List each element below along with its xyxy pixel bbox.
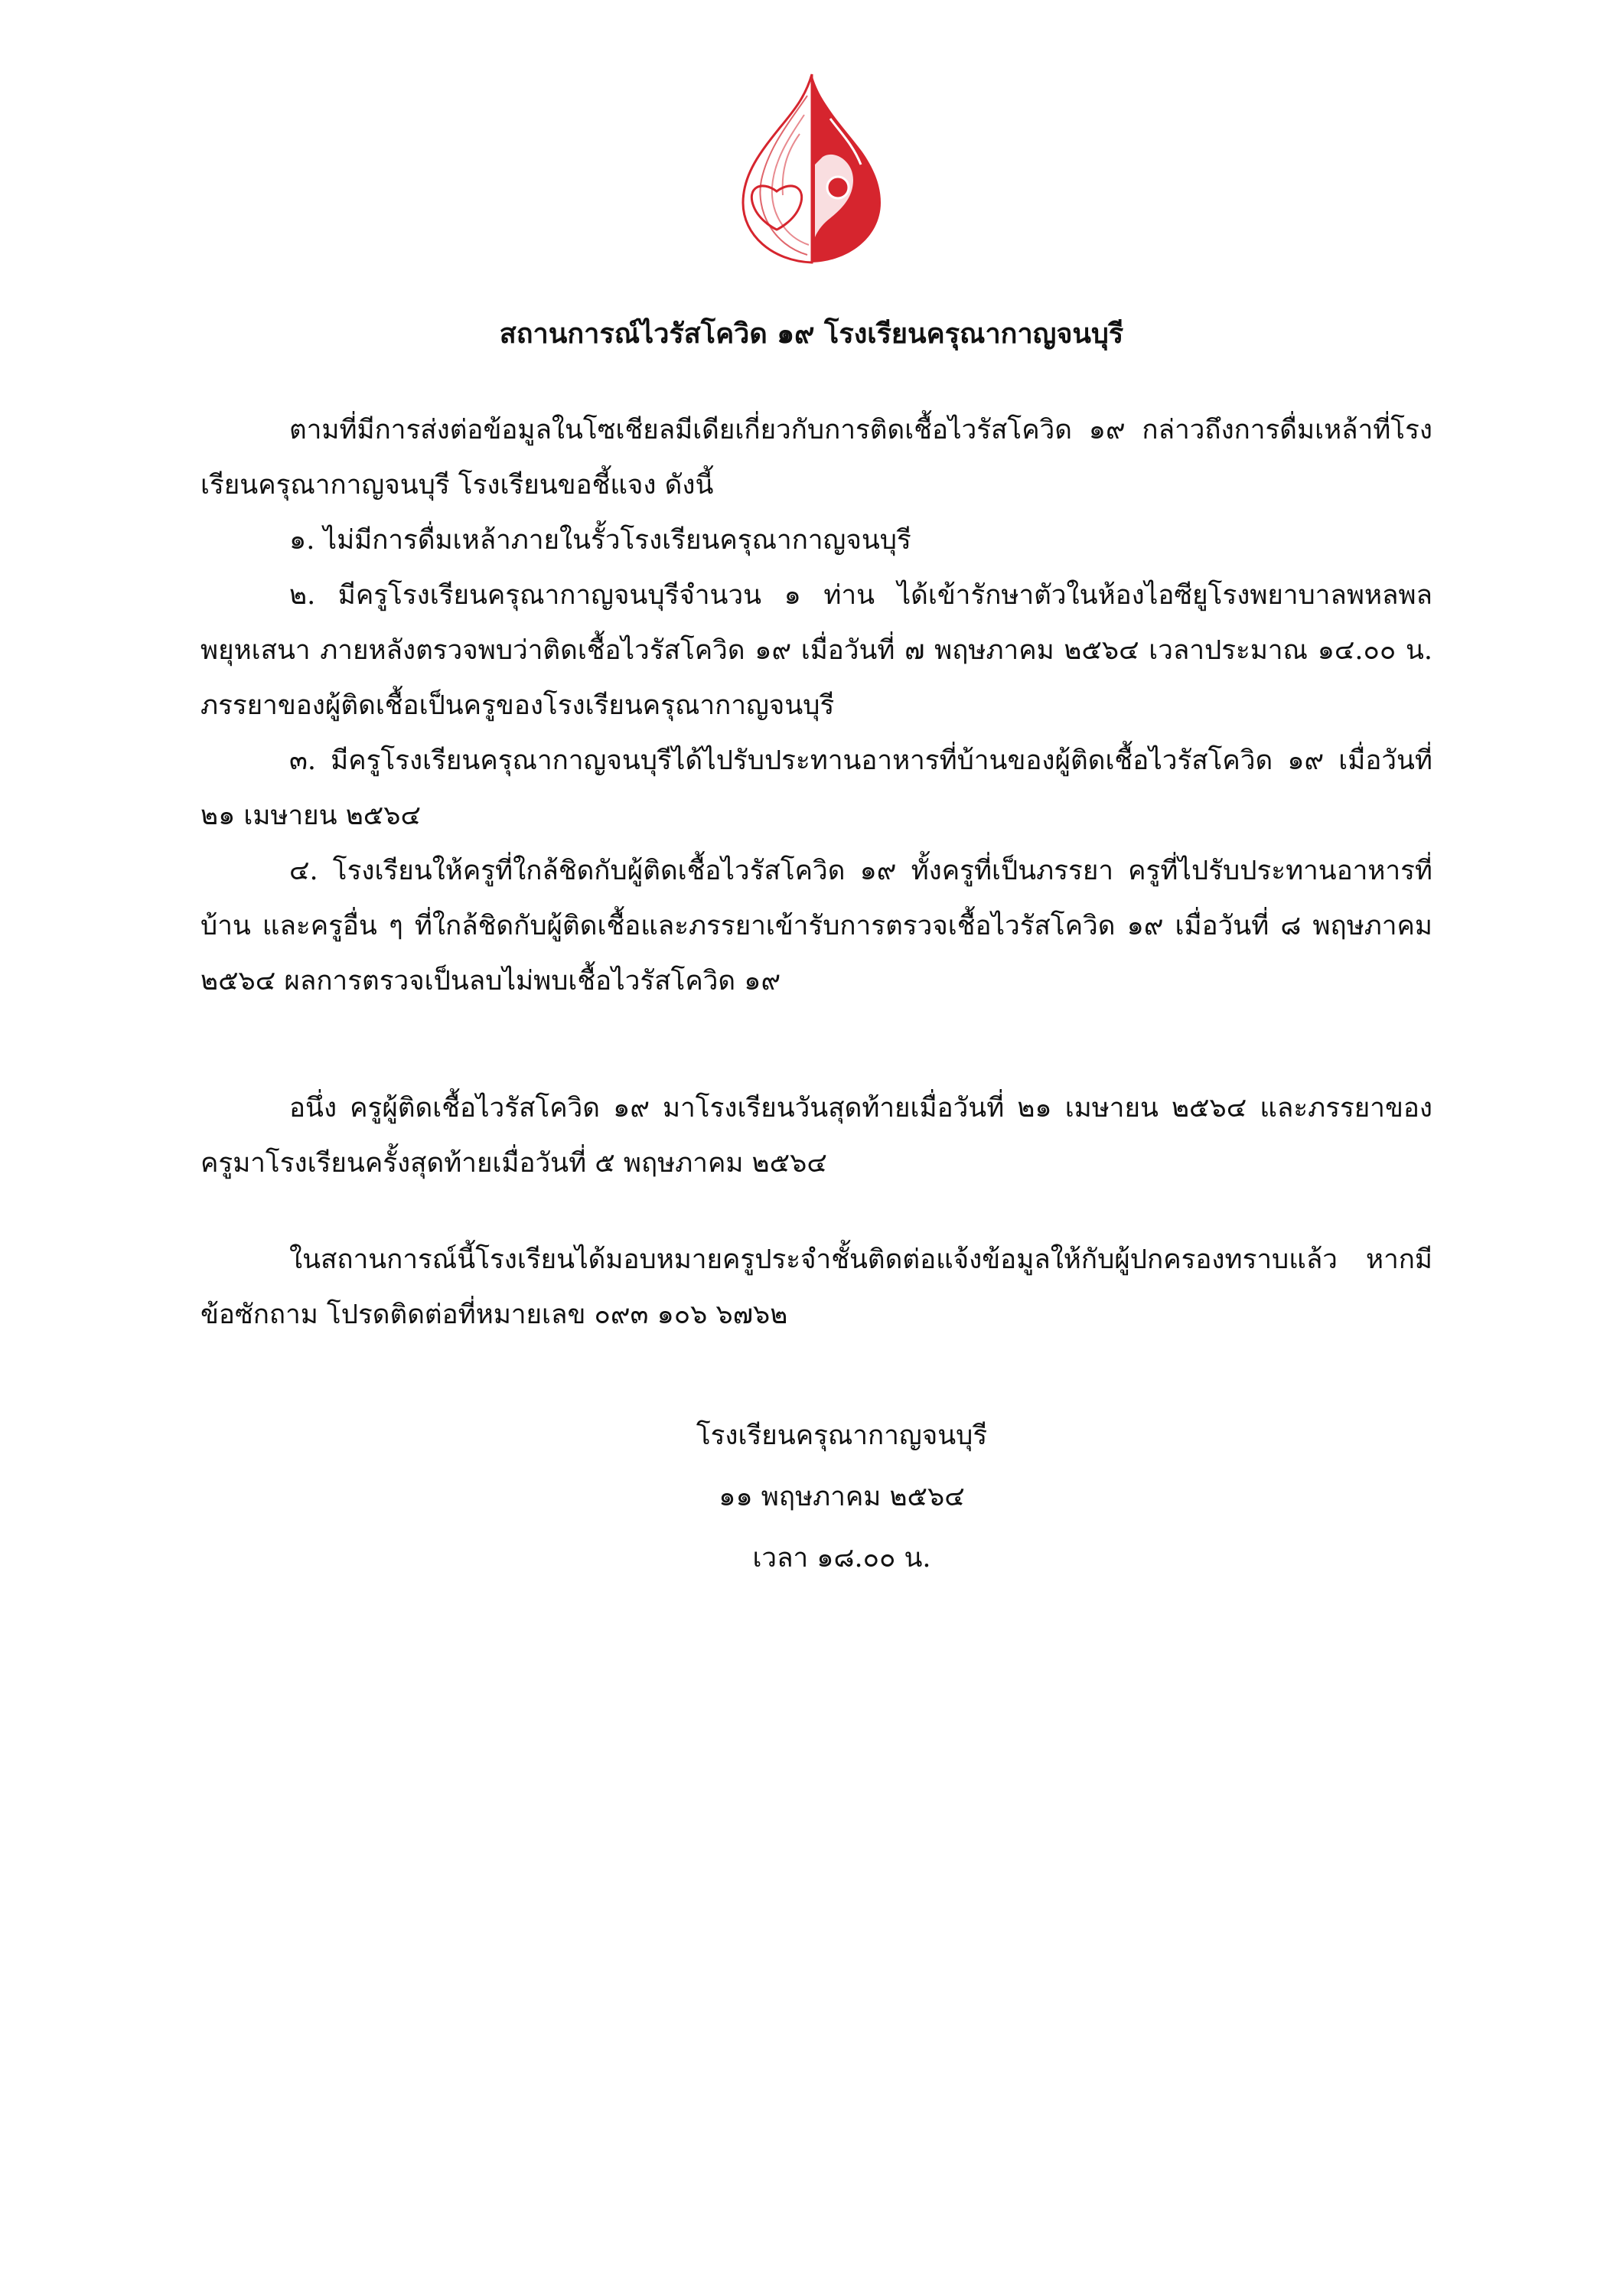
emblem-left-half <box>743 74 812 263</box>
signature-org: โรงเรียนครุณากาญจนบุรี <box>696 1420 988 1451</box>
page-title: สถานการณ์ไวรัสโควิด ๑๙ โรงเรียนครุณากาญจนบุรี <box>499 318 1124 350</box>
list-item: ๒. มีครูโรงเรียนครุณากาญจนบุรีจำนวน ๑ ท่าน ได้เข้ารักษาตัวในห้องไอซียูโรงพยาบาลพหลพลพยุหเสนา ภายหลังตรวจพบว่าติดเชื้อไวรัสโควิด ๑๙ เมื่อวันที่ ๗ พฤษภาคม ๒๕๖๔ เวลาประมาณ ๑๔.๐๐ น. ภรรยาของผู้ติดเชื้อเป็นครูของโรงเรียนครุณากาญจนบุรี <box>200 580 1432 721</box>
intro-paragraph: ตามที่มีการส่งต่อข้อมูลในโซเชียลมีเดียเกี่ยวกับการติดเชื้อไวรัสโควิด ๑๙ กล่าวถึงการดื่มเหล้าที่โรงเรียนครุณากาญจนบุรี โรงเรียนขอชี้แจง ดังนี้ <box>200 415 1432 501</box>
signature-time: เวลา ๑๘.๐๐ น. <box>752 1543 931 1574</box>
list-item: ๑. ไม่มีการดื่มเหล้าภายในรั้วโรงเรียนครุณากาญจนบุรี <box>289 525 911 556</box>
note-paragraph: อนึ่ง ครูผู้ติดเชื้อไวรัสโควิด ๑๙ มาโรงเรียนวันสุดท้ายเมื่อวันที่ ๒๑ เมษายน ๒๕๖๔ และภรรยาของครูมาโรงเรียนครั้งสุดท้ายเมื่อวันที่ ๕ พฤษภาคม ๒๕๖๔ <box>200 1093 1432 1179</box>
note-section <box>200 1081 1432 1191</box>
list-item: ๓. มีครูโรงเรียนครุณากาญจนบุรีได้ไปรับประทานอาหารที่บ้านของผู้ติดเชื้อไวรัสโควิด ๑๙ เมื่อวันที่ ๒๑ เมษายน ๒๕๖๔ <box>200 745 1432 831</box>
signature-block <box>627 1405 1056 1589</box>
signature-date: ๑๑ พฤษภาคม ๒๕๖๔ <box>719 1482 965 1512</box>
school-emblem-icon <box>738 73 885 264</box>
list-item: ๔. โรงเรียนให้ครูที่ใกล้ชิดกับผู้ติดเชื้อไวรัสโควิด ๑๙ ทั้งครูที่เป็นภรรยา ครูที่ไปรับประทานอาหารที่บ้าน และครูอื่น ๆ ที่ใกล้ชิดกับผู้ติดเชื้อและภรรยาเข้ารับการตรวจเชื้อไวรัสโควิด ๑๙ เมื่อวันที่ ๘ พฤษภาคม ๒๕๖๔ ผลการตรวจเป็นลบไม่พบเชื้อไวรัสโควิด ๑๙ <box>200 856 1432 996</box>
contact-section <box>200 1232 1432 1342</box>
announcement-body <box>200 403 1432 1009</box>
contact-paragraph: ในสถานการณ์นี้โรงเรียนได้มอบหมายครูประจำชั้นติดต่อแจ้งข้อมูลให้กับผู้ปกครองทราบแล้ว หากมีข้อซักถาม โปรดติดต่อที่หมายเลข ๐๙๓ ๑๐๖ ๖๗๖๒ <box>200 1244 1432 1330</box>
